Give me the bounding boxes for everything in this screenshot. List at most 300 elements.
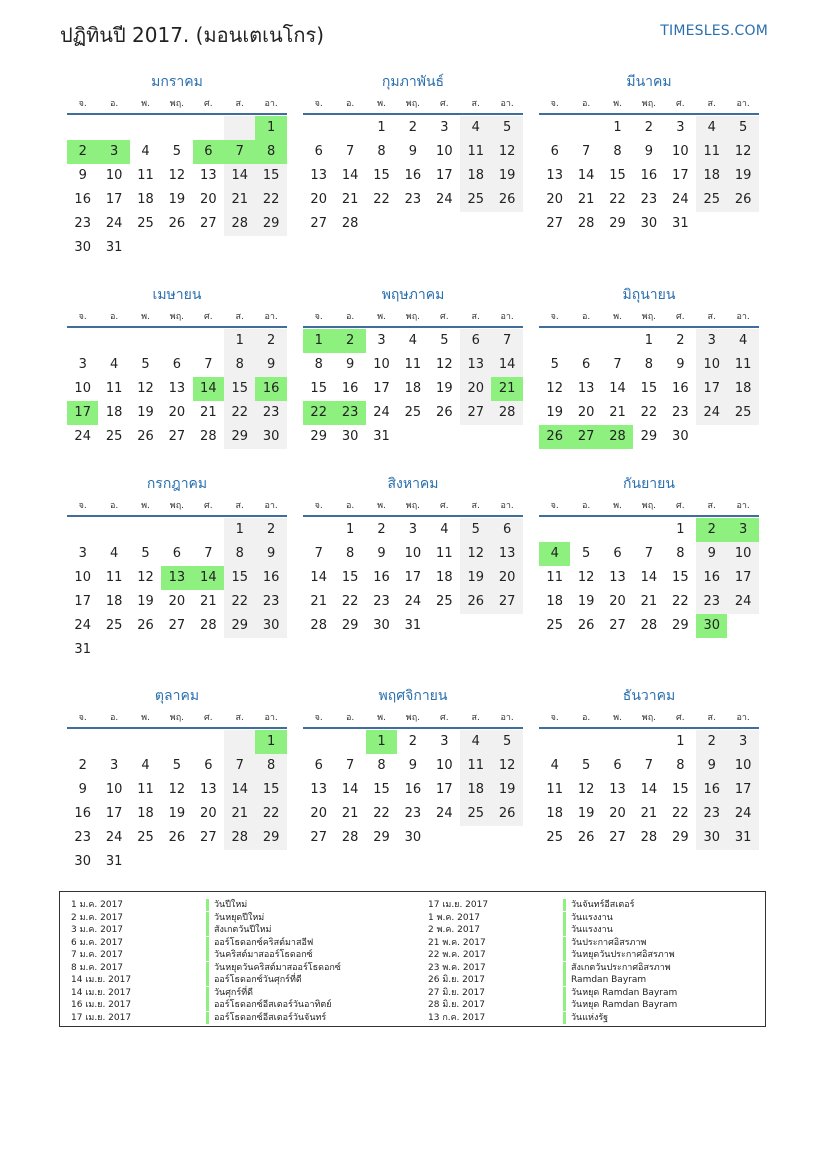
day-cell: 8 <box>224 353 255 377</box>
day-cell: 19 <box>436 381 453 396</box>
empty-day-cell <box>727 212 758 236</box>
day-cell: 15 <box>224 566 255 590</box>
empty-day-cell <box>161 518 192 542</box>
empty-day-cell <box>570 518 601 542</box>
weekday-label: ส. <box>235 312 244 322</box>
day-cell: 19 <box>546 405 563 420</box>
legend-date: 21 พ.ค. 2017 <box>428 937 486 948</box>
day-cell: 20 <box>168 405 186 420</box>
day-cell: 16 <box>640 168 658 183</box>
day-cell: 18 <box>460 164 491 188</box>
empty-day-cell <box>491 614 522 638</box>
day-cell: 30 <box>74 240 91 255</box>
weekday-header <box>67 497 287 517</box>
day-cell: 6 <box>613 546 622 561</box>
weekday-label: ส. <box>707 312 716 322</box>
day-cell: 20 <box>168 594 186 609</box>
week-row <box>303 566 523 590</box>
day-cell: 6 <box>204 758 213 773</box>
week-row <box>303 164 523 188</box>
day-cell: 18 <box>137 192 154 207</box>
weekday-label: จ. <box>78 713 87 723</box>
day-cell: 10 <box>373 357 390 372</box>
legend-date: 14 เม.ย. 2017 <box>71 975 132 985</box>
day-cell: 14 <box>341 782 359 797</box>
weekday-label: จ. <box>550 312 559 322</box>
day-cell: 10 <box>105 168 123 183</box>
day-cell: 13 <box>609 782 626 797</box>
day-cell: 24 <box>74 429 91 444</box>
day-cell: 9 <box>408 758 418 773</box>
weekday-label: พ. <box>377 501 386 511</box>
day-cell: 24 <box>727 802 758 826</box>
day-cell: 19 <box>137 405 154 420</box>
empty-day-cell <box>67 730 98 754</box>
day-cell: 13 <box>310 782 327 797</box>
day-cell: 30 <box>74 854 91 869</box>
legend-holiday-name: วันแรงงาน <box>563 924 613 936</box>
day-cell: 17 <box>373 381 390 396</box>
week-row <box>539 802 759 826</box>
day-cell: 13 <box>546 168 563 183</box>
day-cell: 21 <box>341 806 359 821</box>
legend-date: 1 พ.ค. 2017 <box>428 912 481 923</box>
day-cell: 13 <box>200 168 217 183</box>
day-cell: 3 <box>676 120 685 135</box>
weekday-label: พ. <box>613 99 622 109</box>
day-cell: 15 <box>640 381 658 396</box>
day-cell: 28 <box>224 212 255 236</box>
week-row <box>539 401 759 425</box>
day-cell: 11 <box>105 381 123 396</box>
legend-holiday-name: วันหยุดวันประกาศอิสรภาพ <box>563 949 675 961</box>
week-row <box>303 353 523 377</box>
day-cell: 29 <box>672 830 689 845</box>
day-cell: 25 <box>460 188 491 212</box>
day-cell: 29 <box>310 429 327 444</box>
day-cell: 17 <box>105 192 123 207</box>
weekday-label: พฤ. <box>405 312 421 322</box>
empty-day-cell <box>429 425 460 449</box>
day-cell: 5 <box>727 116 758 140</box>
day-cell: 3 <box>109 758 119 773</box>
legend-holiday-name: วันหยุดปีใหม่ <box>206 912 264 924</box>
empty-day-cell <box>193 329 224 353</box>
day-cell: 21 <box>224 802 255 826</box>
legend-date: 13 ก.ค. 2017 <box>428 1012 486 1023</box>
day-cell: 3 <box>78 546 87 561</box>
empty-day-cell <box>224 638 255 662</box>
day-cell: 30 <box>404 830 422 845</box>
day-cell: 5 <box>491 730 522 754</box>
week-row <box>539 164 759 188</box>
day-cell: 10 <box>74 570 91 585</box>
day-cell: 14 <box>609 381 626 396</box>
week-row <box>67 377 287 401</box>
day-cell: 9 <box>78 782 87 797</box>
day-cell: 22 <box>373 192 390 207</box>
weekday-label: ศ. <box>676 99 685 109</box>
day-cell: 28 <box>200 618 217 633</box>
legend-holiday-name: วันแรงงาน <box>563 912 613 924</box>
legend-holiday-name: สังเกตวันปีใหม่ <box>206 924 271 936</box>
day-cell: 29 <box>255 212 286 236</box>
legend-holiday-name: ออร์โธดอกซ์วันศุกร์ที่ดี <box>206 974 302 986</box>
empty-day-cell <box>633 730 664 754</box>
weekday-label: พ. <box>613 713 622 723</box>
day-cell: 25 <box>404 405 422 420</box>
legend-holiday-name: ออร์โธดอกซ์อีสเตอร์วันอาทิตย์ <box>206 999 332 1011</box>
day-cell: 14 <box>577 168 595 183</box>
day-cell: 11 <box>696 140 727 164</box>
empty-day-cell <box>98 116 129 140</box>
month-block <box>303 71 523 236</box>
weekday-header <box>67 308 287 328</box>
weekday-label: จ. <box>314 501 323 511</box>
day-cell: 24 <box>74 618 91 633</box>
day-cell: 3 <box>727 518 758 542</box>
empty-day-cell <box>161 236 192 260</box>
month-name: ธันวาคม <box>622 688 676 704</box>
day-cell: 2 <box>696 518 727 542</box>
day-cell: 19 <box>460 566 491 590</box>
month-name: มกราคม <box>151 74 203 90</box>
day-cell: 5 <box>172 144 182 159</box>
day-cell: 30 <box>696 826 727 850</box>
week-row <box>539 590 759 614</box>
day-cell: 20 <box>609 594 626 609</box>
month-block <box>539 71 759 236</box>
day-cell: 19 <box>727 164 758 188</box>
day-cell: 14 <box>640 570 658 585</box>
weekday-label: พฤ. <box>641 713 657 723</box>
day-cell: 29 <box>341 618 359 633</box>
day-cell: 16 <box>373 570 390 585</box>
day-cell: 11 <box>137 168 154 183</box>
weekday-label: ศ. <box>204 312 213 322</box>
day-cell: 27 <box>609 830 626 845</box>
day-cell: 18 <box>404 381 422 396</box>
day-cell: 25 <box>436 594 453 609</box>
legend-date: 27 มิ.ย. 2017 <box>428 987 486 998</box>
day-cell: 17 <box>727 778 758 802</box>
empty-day-cell <box>130 116 161 140</box>
day-cell: 3 <box>408 522 418 537</box>
weekday-label: จ. <box>314 713 323 723</box>
day-cell: 8 <box>676 546 685 561</box>
day-cell: 18 <box>727 377 758 401</box>
week-row <box>67 542 287 566</box>
day-cell: 8 <box>314 357 323 372</box>
day-cell: 14 <box>491 353 522 377</box>
empty-day-cell <box>460 425 491 449</box>
day-cell: 5 <box>440 333 449 348</box>
day-cell: 1 <box>676 734 685 749</box>
day-cell: 27 <box>546 216 563 231</box>
legend-date: 7 ม.ค. 2017 <box>71 950 124 960</box>
day-cell: 2 <box>676 333 685 348</box>
weekday-label: อ. <box>109 99 119 109</box>
empty-day-cell <box>366 212 397 236</box>
week-row <box>303 116 523 140</box>
day-cell: 30 <box>696 614 727 638</box>
weekday-label: อ. <box>581 312 591 322</box>
legend-date: 2 ม.ค. 2017 <box>71 912 124 923</box>
day-cell: 3 <box>440 120 449 135</box>
day-cell: 2 <box>377 522 386 537</box>
empty-day-cell <box>633 518 664 542</box>
month-name: มิถุนายน <box>622 287 676 303</box>
week-row <box>539 425 759 449</box>
day-cell: 27 <box>310 830 327 845</box>
weekday-label: อา. <box>500 312 514 322</box>
day-cell: 5 <box>581 758 591 773</box>
day-cell: 5 <box>141 546 150 561</box>
weekday-label: อ. <box>345 713 355 723</box>
week-row <box>67 850 287 874</box>
empty-day-cell <box>727 425 758 449</box>
empty-day-cell <box>130 850 161 874</box>
weekday-label: ศ. <box>440 99 449 109</box>
weekday-label: อา. <box>264 312 278 322</box>
weekday-header <box>67 95 287 115</box>
day-cell: 15 <box>609 168 626 183</box>
weekday-label: ส. <box>471 713 480 723</box>
weekday-label: ส. <box>471 501 480 511</box>
legend-date: 8 ม.ค. 2017 <box>71 962 124 973</box>
week-row <box>303 140 523 164</box>
empty-day-cell <box>67 518 98 542</box>
day-cell: 9 <box>255 353 286 377</box>
day-cell: 27 <box>168 429 186 444</box>
month-block <box>539 685 759 850</box>
day-cell: 6 <box>491 518 522 542</box>
month-name: พฤษภาคม <box>381 287 445 303</box>
day-cell: 21 <box>200 405 217 420</box>
legend-holiday-name: สังเกตวันประกาศอิสรภาพ <box>563 962 671 974</box>
day-cell: 12 <box>577 782 595 797</box>
day-cell: 2 <box>696 730 727 754</box>
day-cell: 21 <box>341 192 359 207</box>
week-row <box>539 778 759 802</box>
weekday-label: อา. <box>736 99 750 109</box>
day-cell: 30 <box>341 429 359 444</box>
weekday-label: อา. <box>264 99 278 109</box>
day-cell: 9 <box>696 542 727 566</box>
day-cell: 29 <box>224 425 255 449</box>
day-cell: 22 <box>303 401 334 425</box>
day-cell: 12 <box>727 140 758 164</box>
empty-day-cell <box>161 638 192 662</box>
empty-day-cell <box>193 116 224 140</box>
month-block <box>67 284 287 449</box>
day-cell: 31 <box>105 854 123 869</box>
weekday-label: ศ. <box>440 713 449 723</box>
week-row <box>539 542 759 566</box>
day-cell: 6 <box>460 329 491 353</box>
empty-day-cell <box>224 236 255 260</box>
month-name: สิงหาคม <box>387 476 439 492</box>
day-cell: 19 <box>577 594 595 609</box>
empty-day-cell <box>255 236 286 260</box>
month-block <box>303 473 523 638</box>
weekday-label: อ. <box>109 501 119 511</box>
brand-link[interactable]: TIMESLES.COM <box>660 23 768 39</box>
day-cell: 22 <box>255 188 286 212</box>
day-cell: 23 <box>404 192 422 207</box>
weekday-label: ศ. <box>440 501 449 511</box>
day-cell: 20 <box>460 377 491 401</box>
weekday-label: จ. <box>550 713 559 723</box>
day-cell: 12 <box>577 570 595 585</box>
month-block <box>67 473 287 662</box>
day-cell: 17 <box>105 806 123 821</box>
day-cell: 20 <box>491 566 522 590</box>
day-cell: 7 <box>224 140 255 164</box>
day-cell: 26 <box>727 188 758 212</box>
day-cell: 16 <box>696 778 727 802</box>
day-cell: 4 <box>109 357 119 372</box>
legend-holiday-name: วันศุกร์ที่ดี <box>206 987 253 999</box>
day-cell: 15 <box>255 778 286 802</box>
weekday-label: พ. <box>141 312 150 322</box>
day-cell: 28 <box>640 618 658 633</box>
day-cell: 17 <box>436 168 453 183</box>
week-row <box>539 614 759 638</box>
day-cell: 21 <box>640 594 658 609</box>
month-block <box>67 685 287 874</box>
day-cell: 1 <box>613 120 622 135</box>
day-cell: 3 <box>440 734 449 749</box>
weekday-label: อา. <box>500 501 514 511</box>
day-cell: 1 <box>366 730 397 754</box>
weekday-label: ศ. <box>204 713 213 723</box>
weekday-label: พฤ. <box>405 713 421 723</box>
week-row <box>67 638 287 662</box>
day-cell: 26 <box>168 216 186 231</box>
day-cell: 23 <box>74 216 91 231</box>
week-row <box>539 140 759 164</box>
day-cell: 3 <box>727 730 758 754</box>
day-cell: 9 <box>78 168 87 183</box>
day-cell: 1 <box>303 329 334 353</box>
day-cell: 4 <box>141 758 150 773</box>
week-row <box>303 542 523 566</box>
week-row <box>303 401 523 425</box>
day-cell: 26 <box>460 590 491 614</box>
week-row <box>303 754 523 778</box>
day-cell: 10 <box>696 353 727 377</box>
legend-holiday-name: วันหยุด Ramdan Bayram <box>563 999 677 1011</box>
day-cell: 11 <box>460 140 491 164</box>
day-cell: 3 <box>98 140 129 164</box>
weekday-label: พ. <box>377 99 386 109</box>
day-cell: 23 <box>640 192 658 207</box>
weekday-label: ส. <box>471 312 480 322</box>
day-cell: 15 <box>310 381 327 396</box>
empty-day-cell <box>130 638 161 662</box>
day-cell: 3 <box>377 333 386 348</box>
day-cell: 29 <box>609 216 626 231</box>
weekday-label: พ. <box>141 713 150 723</box>
day-cell: 6 <box>193 140 224 164</box>
day-cell: 9 <box>676 357 685 372</box>
empty-day-cell <box>193 638 224 662</box>
day-cell: 1 <box>377 120 386 135</box>
day-cell: 28 <box>224 826 255 850</box>
week-row <box>67 754 287 778</box>
week-row <box>303 518 523 542</box>
day-cell: 23 <box>696 802 727 826</box>
day-cell: 24 <box>436 806 453 821</box>
month-name: เมษายน <box>152 287 202 303</box>
day-cell: 22 <box>224 401 255 425</box>
weekday-label: จ. <box>78 312 87 322</box>
day-cell: 25 <box>546 618 563 633</box>
day-cell: 21 <box>577 192 595 207</box>
day-cell: 20 <box>609 806 626 821</box>
day-cell: 28 <box>491 401 522 425</box>
day-cell: 26 <box>137 429 154 444</box>
empty-day-cell <box>224 850 255 874</box>
day-cell: 19 <box>491 164 522 188</box>
day-cell: 27 <box>168 618 186 633</box>
day-cell: 27 <box>200 830 217 845</box>
day-cell: 2 <box>644 120 654 135</box>
week-row <box>303 377 523 401</box>
day-cell: 22 <box>224 590 255 614</box>
weekday-header <box>539 308 759 328</box>
day-cell: 31 <box>672 216 689 231</box>
empty-day-cell <box>539 116 570 140</box>
day-cell: 4 <box>440 522 449 537</box>
weekday-label: อ. <box>345 501 355 511</box>
week-row <box>303 212 523 236</box>
day-cell: 6 <box>613 758 622 773</box>
day-cell: 6 <box>172 546 182 561</box>
day-cell: 5 <box>460 518 491 542</box>
day-cell: 30 <box>373 618 390 633</box>
day-cell: 30 <box>672 429 689 444</box>
day-cell: 25 <box>137 216 154 231</box>
empty-day-cell <box>303 116 334 140</box>
weekday-label: ส. <box>235 501 244 511</box>
day-cell: 21 <box>200 594 217 609</box>
week-row <box>67 116 287 140</box>
day-cell: 14 <box>193 566 224 590</box>
day-cell: 15 <box>224 377 255 401</box>
day-cell: 16 <box>255 566 286 590</box>
weekday-label: ศ. <box>204 501 213 511</box>
day-cell: 29 <box>373 830 390 845</box>
day-cell: 15 <box>373 168 390 183</box>
week-row <box>67 778 287 802</box>
day-cell: 12 <box>436 357 453 372</box>
day-cell: 21 <box>609 405 626 420</box>
day-cell: 4 <box>696 116 727 140</box>
empty-day-cell <box>491 212 522 236</box>
week-row <box>67 188 287 212</box>
week-row <box>67 590 287 614</box>
day-cell: 23 <box>373 594 390 609</box>
day-cell: 27 <box>200 216 217 231</box>
holiday-legend <box>59 891 766 1027</box>
day-cell: 23 <box>696 590 727 614</box>
empty-day-cell <box>130 518 161 542</box>
day-cell: 13 <box>577 381 595 396</box>
day-cell: 9 <box>377 546 386 561</box>
legend-holiday-name: วันแห่งรัฐ <box>563 1012 608 1024</box>
